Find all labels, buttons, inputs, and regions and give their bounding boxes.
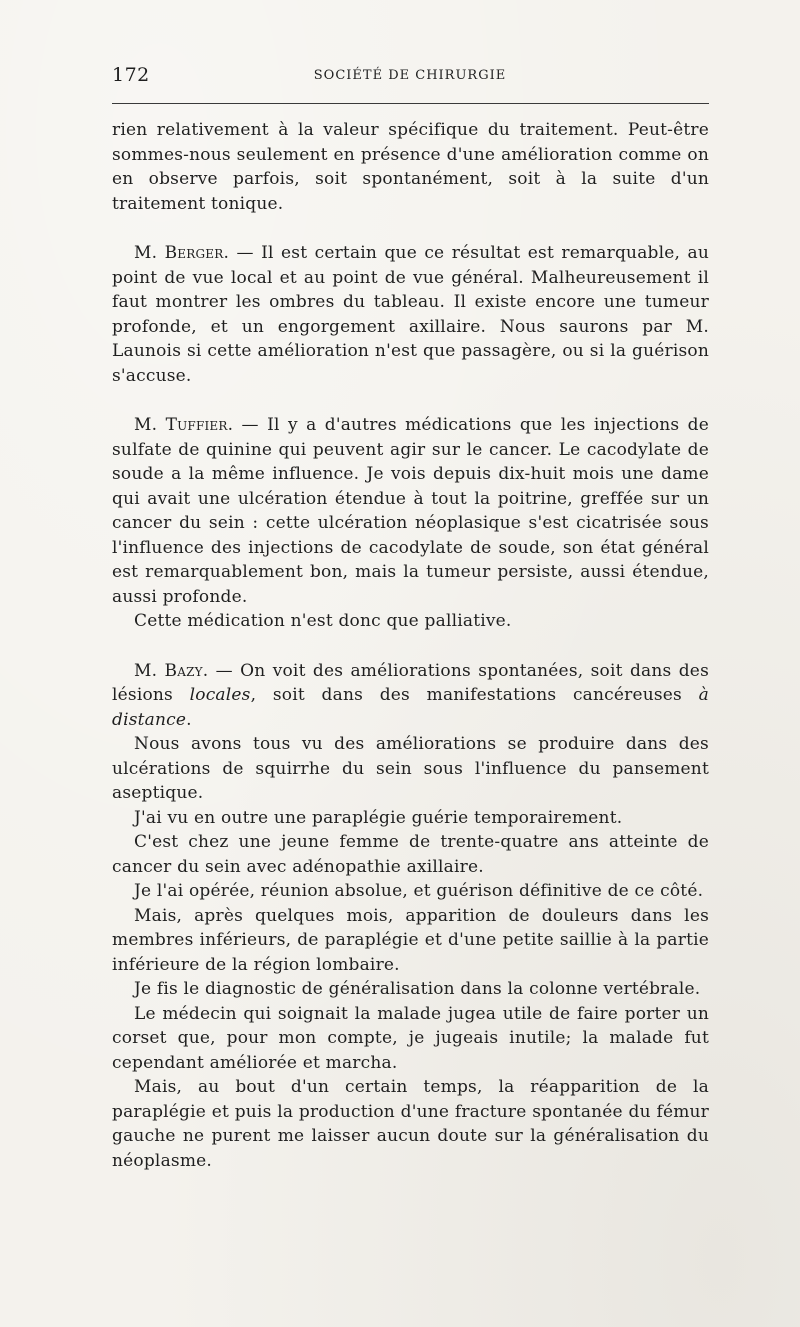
paragraph: Nous avons tous vu des améliorations se produire dans des ulcérations de squirrhe du sein sous l'influence du pansement aseptique.: [112, 734, 709, 803]
page-number: 172: [112, 64, 150, 86]
paragraph: C'est chez une jeune femme de trente-quatre ans atteinte de cancer du sein avec adénopathie axillaire.: [112, 832, 709, 877]
speaker-prefix: M.: [134, 660, 158, 681]
speaker-prefix: M.: [134, 415, 158, 435]
paragraph-berger: M. Berger. — Il est certain que ce résultat est remarquable, au point de vue local et au point de vue général. Malheureusement il faut montrer les ombres du tableau. Il existe encore une tumeur profonde, et un engorgement axillaire. Nous saurons par M. Launois si cette amélioration n'est que passagère, ou si la guérison s'accuse.: [112, 243, 709, 386]
paragraph: J'ai vu en outre une paraplégie guérie temporairement.: [134, 807, 623, 828]
speaker-name: Berger: [164, 243, 224, 263]
speaker-name: Tuffier: [165, 415, 228, 435]
body-text: [112, 118, 709, 1173]
paragraph: Mais, après quelques mois, apparition de douleurs dans les membres inférieurs, de paraplégie et d'une petite saillie à la partie inférieure de la région lombaire.: [112, 905, 709, 975]
running-title: SOCIÉTÉ DE CHIRURGIE: [313, 68, 507, 83]
paragraph-continuation: rien relativement à la valeur spécifique du traitement. Peut-être sommes-nous seulement en présence d'une amélioration comme on en observe parfois, soit spontanément, soit à la suite d'un traitement tonique.: [112, 120, 709, 214]
speaker-prefix: M.: [134, 243, 158, 263]
paragraph: Je fis le diagnostic de généralisation dans la colonne vertébrale.: [134, 979, 701, 999]
paragraph-bazy: M. Bazy. — On voit des améliorations spontanées, soit dans des lésions locales, soit dans des manifestations cancéreuses à distance.: [112, 660, 709, 730]
paragraph: Mais, au bout d'un certain temps, la réapparition de la paraplégie et puis la production d'une fracture spontanée du fémur gauche ne purent me laisser aucun doute sur la généralisation du néoplasme.: [112, 1077, 709, 1171]
paragraph: Cette médication n'est donc que palliative.: [134, 611, 512, 631]
speaker-name: Bazy: [164, 660, 203, 681]
page-header: [112, 64, 708, 94]
header-rule: [112, 103, 709, 104]
paragraph: Le médecin qui soignait la malade jugea utile de faire porter un corset que, pour mon compte, je jugeais inutile; la malade fut cependant améliorée et marcha.: [112, 1003, 709, 1073]
paragraph-tuffier: M. Tuffier. — Il y a d'autres médications que les injections de sulfate de quinine qui peuvent agir sur le cancer. Le cacodylate de soude a la même influence. Je vois depuis dix-huit mois une dame qui avait une ulcération étendue à tout la poitrine, greffée sur un cancer du sein : cette ulcération néoplasique s'est cicatrisée sous l'influence des injections de cacodylate de soude, son état général est remarquablement bon, mais la tumeur persiste, aussi étendue, aussi profonde.: [112, 415, 710, 607]
paragraph: Je l'ai opérée, réunion absolue, et guérison définitive de ce côté.: [134, 881, 704, 901]
